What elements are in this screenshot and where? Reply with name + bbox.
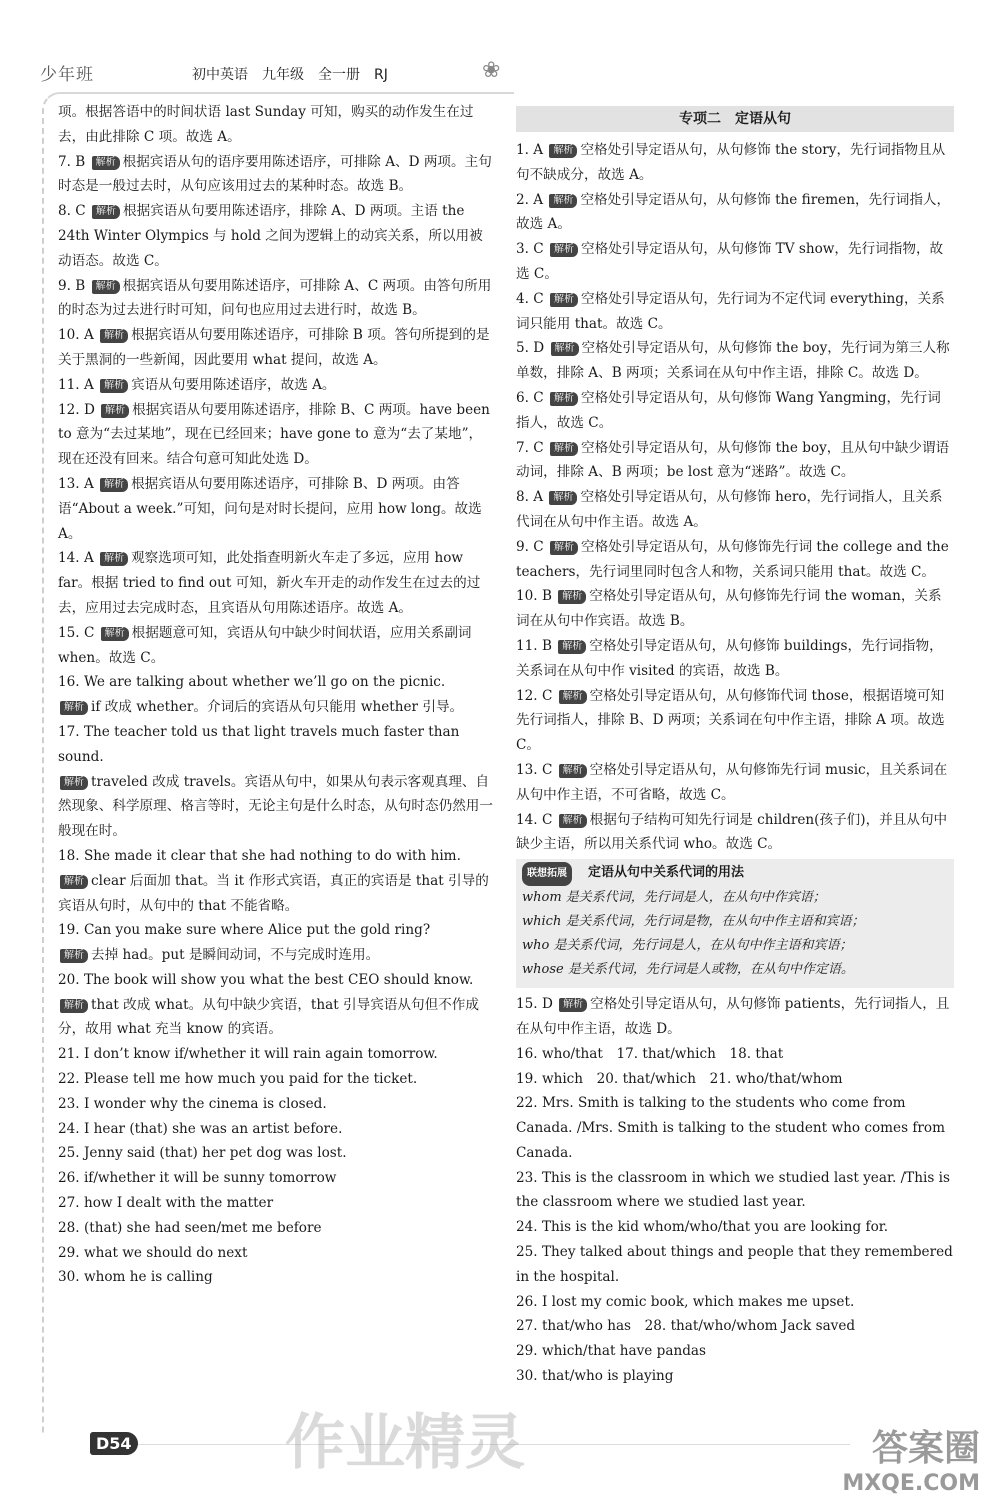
right-answers-part-a [516, 138, 954, 857]
header-title: 初中英语 九年级 全一册 RJ [192, 67, 388, 83]
answer-text: 16. who/that 17. that/which 18. that [516, 1045, 784, 1062]
answer-number: 21. [58, 1046, 84, 1063]
analysis-tag: 解析 [559, 814, 587, 828]
answer-text: 空格处引导定语从句，从句修饰先行词 music，且关系词在从句中作主语，不可省略，故选 C。 [516, 761, 948, 803]
answer-item [516, 237, 954, 287]
answer-number: 26. [516, 1293, 542, 1310]
analysis-tag: 解析 [100, 379, 128, 393]
answer-item [58, 373, 495, 398]
answer-text: I don’t know if/whether it will rain again tomorrow. [83, 1046, 438, 1063]
answer-item [58, 1092, 495, 1117]
answer-text: I wonder why the cinema is closed. [83, 1095, 327, 1112]
watermark-center: 作业精灵 [285, 1408, 525, 1478]
answer-number: 16. [58, 674, 84, 691]
extension-badge: 联想拓展 [522, 862, 572, 886]
analysis-tag: 解析 [92, 280, 120, 294]
answer-item [58, 1241, 495, 1266]
answer-item [516, 1364, 954, 1389]
answer-text: We are talking about whether we’ll go on the picnic. [83, 674, 446, 691]
analysis-tag: 解析 [559, 690, 587, 704]
answer-text: 空格处引导定语从句，先行词为不定代词 everything，关系词只能用 that。故选 C。 [516, 290, 945, 332]
answer-item [58, 943, 495, 968]
answer-item [516, 684, 954, 758]
answer-item [516, 1339, 954, 1364]
answer-number: 9. C [516, 538, 549, 555]
analysis-tag: 解析 [60, 701, 88, 715]
answer-number: 27. [58, 1195, 84, 1212]
answer-text: I hear (that) she was an artist before. [83, 1120, 343, 1137]
answer-item [516, 485, 954, 535]
answer-number: 10. A [58, 327, 99, 344]
answer-text: Please tell me how much you paid for the ticket. [83, 1071, 418, 1088]
answer-item [58, 720, 495, 770]
answer-item [516, 386, 954, 436]
answer-item [58, 1166, 495, 1191]
answer-item [58, 1117, 495, 1142]
answer-number: 13. A [58, 475, 99, 492]
answer-number: 15. D [516, 996, 558, 1013]
answer-item [58, 546, 495, 620]
analysis-tag: 解析 [60, 875, 88, 889]
answer-text: 根据宾语从句的语序要用陈述语序，可排除 A、D 两项。主句时态是一般过去时，从句应该用过去的某种时态。故选 B。 [58, 153, 492, 195]
left-answer-column [58, 100, 495, 1290]
analysis-tag: 解析 [100, 478, 128, 492]
answer-item [58, 918, 495, 943]
analysis-tag: 解析 [558, 640, 586, 654]
analysis-tag: 解析 [551, 342, 579, 356]
analysis-tag: 解析 [60, 949, 88, 963]
answer-text: 19. which 20. that/which 21. who/that/whom [516, 1070, 843, 1087]
answer-number: 20. [58, 971, 84, 988]
answer-text: 根据宾语从句要用陈述语序，可排除 B、D 两项。由答语“About a week.”可知，问句是对时长提问，应用 how long。故选 A。 [58, 475, 482, 542]
answer-number: 10. B [516, 588, 557, 605]
answer-number: 28. [58, 1219, 84, 1236]
analysis-tag: 解析 [558, 590, 586, 604]
answer-item [58, 968, 495, 993]
answer-item [58, 398, 495, 472]
answer-text: 空格处引导定语从句，从句修饰 the story，先行词指物且从句不缺成分，故选 A。 [516, 142, 946, 183]
answer-number: 19. [58, 922, 84, 939]
answer-text: which/that have pandas [541, 1343, 706, 1360]
answer-item [516, 758, 954, 808]
analysis-tag: 解析 [550, 293, 578, 307]
answer-number: 7. B [58, 153, 90, 170]
answer-number: 14. C [516, 811, 557, 828]
analysis-tag: 解析 [60, 776, 88, 790]
answer-text: how I dealt with the matter [83, 1195, 274, 1212]
analysis-tag: 解析 [550, 541, 578, 555]
right-answers-part-b [516, 992, 954, 1389]
answer-text: 观察选项可知，此处指查明新火车走了多远，应用 how far。根据 tried to find out 可知，新火车开走的动作发生在过去的过去，应用过去完成时态，且宾语从句用陈述语序。故选 A。 [58, 550, 481, 616]
extension-line: whom 是关系代词，先行词是人，在从句中作宾语； [522, 890, 826, 906]
answer-number: 29. [516, 1343, 542, 1360]
answer-item [516, 584, 954, 634]
extension-line: which 是关系代词，先行词是物，在从句中作主语和宾语； [522, 914, 865, 930]
answer-number: 26. [58, 1170, 84, 1187]
answer-item [58, 1265, 495, 1290]
answer-text: The book will show you what the best CEO should know. [83, 971, 474, 988]
answer-item [516, 436, 954, 486]
answer-number: 2. A [516, 191, 548, 208]
answer-text: 空格处引导定语从句，从句修饰 hero，先行词指人，且关系代词在从句中作主语。故选 A。 [516, 489, 943, 530]
answer-text: Mrs. Smith is talking to the students who come from Canada. /Mrs. Smith is talking to the student who comes from Canada. [516, 1095, 945, 1161]
extension-heading [522, 861, 948, 886]
section-title: 专项二 定语从句 [516, 106, 954, 132]
answer-text: whom he is calling [83, 1269, 213, 1286]
answer-item [58, 844, 495, 869]
answer-item [58, 199, 495, 273]
answer-number: 25. [58, 1145, 84, 1162]
answer-number: 18. [58, 847, 84, 864]
answer-item [58, 100, 495, 150]
answer-item [58, 869, 495, 919]
answer-text: 空格处引导定语从句，从句修饰先行词 the college and the teachers，先行词里同时包含人和物，关系词只能用 that。故选 C。 [516, 538, 949, 580]
answer-item [516, 1067, 954, 1092]
answer-item [58, 1216, 495, 1241]
answer-item [516, 535, 954, 585]
answer-item [58, 1141, 495, 1166]
answer-number: 11. A [58, 376, 99, 393]
analysis-tag: 解析 [101, 627, 129, 641]
answer-text: 根据宾语从句要用陈述语序，排除 A、D 两项。主语 the 24th Winter Olympics 与 hold 之间为逻辑上的动宾关系，所以用被动语态。故选 C。 [58, 203, 483, 269]
analysis-tag: 解析 [92, 156, 120, 170]
answer-number: 23. [516, 1169, 542, 1186]
answer-number: 29. [58, 1244, 84, 1261]
answer-number: 30. [516, 1368, 542, 1385]
analysis-tag: 解析 [559, 998, 587, 1012]
analysis-tag: 解析 [101, 404, 129, 418]
answer-item [516, 1166, 954, 1216]
analysis-tag: 解析 [550, 442, 578, 456]
answer-text: 去掉 had。put 是瞬间动词，不与完成时连用。 [91, 947, 380, 964]
answer-text: that/who is playing [541, 1368, 674, 1385]
answer-number: 23. [58, 1095, 84, 1112]
answer-number: 17. [58, 723, 84, 740]
answer-number: 22. [58, 1071, 84, 1088]
answer-text: 根据题意可知，宾语从句中缺少时间状语，应用关系副词 when。故选 C。 [58, 624, 472, 666]
answer-text: Jenny said (that) her pet dog was lost. [83, 1145, 347, 1162]
answer-text: 根据宾语从句要用陈述语序，排除 B、C 两项。have been to 意为“去过某地”，现在已经回来；have gone to 意为“去了某地”，现在还没有回来。结合句意可知此处选 D。 [58, 401, 490, 468]
answer-item [58, 1042, 495, 1067]
answer-number: 13. C [516, 761, 557, 778]
answer-text: She made it clear that she had nothing to do with him. [83, 847, 461, 864]
extension-title: 定语从句中关系代词的用法 [588, 865, 745, 881]
answer-item [516, 808, 954, 858]
answer-item [516, 287, 954, 337]
answer-item [516, 634, 954, 684]
watermark-site: MXQE.COM [842, 1471, 980, 1496]
answer-text: The teacher told us that light travels much faster than sound. [58, 723, 460, 765]
answer-text: 空格处引导定语从句，从句修饰 the boy，且从句中缺少谓语动词，排除 A、B 两项；be lost 意为“迷路”。故选 C。 [516, 439, 950, 481]
answer-item [516, 188, 954, 238]
answer-number: 24. [516, 1219, 542, 1236]
answer-item [516, 336, 954, 386]
extension-line: whose 是关系代词，先行词是人或物，在从句中作定语。 [522, 962, 854, 978]
answer-text: 空格处引导定语从句，从句修饰先行词 the woman，关系词在从句中作宾语。故选 B。 [516, 588, 942, 630]
answer-text: Can you make sure where Alice put the gold ring? [83, 922, 431, 939]
answer-text: traveled 改成 travels。宾语从句中，如果从句表示客观真理、自然现象、科学原理、格言等时，无论主句是什么时态，从句时态仍然用一般现在时。 [58, 773, 493, 840]
answer-item [58, 770, 495, 844]
answer-text: clear 后面加 that。当 it 作形式宾语，真正的宾语是 that 引导的宾语从句时，从句中的 that 不能省略。 [58, 872, 489, 914]
answer-number: 24. [58, 1120, 84, 1137]
answer-text: 项。根据答语中的时间状语 last Sunday 可知，购买的动作发生在过去，由此排除 C 项。故选 A。 [58, 104, 474, 145]
answer-item [58, 323, 495, 373]
answer-number: 15. C [58, 624, 99, 641]
answer-text: 空格处引导定语从句，从句修饰 Wang Yangming，先行词指人，故选 C。 [516, 389, 941, 431]
answer-number: 7. C [516, 439, 549, 456]
answer-text: 根据宾语从句要用陈述语序，可排除 A、C 两项。由答句所用的时态为过去进行时可知，问句也应用过去进行时，故选 B。 [58, 277, 492, 319]
answer-item [516, 992, 954, 1042]
answer-text: 空格处引导定语从句，从句修饰 patients，先行词指人，且在从句中作主语，故选 D。 [516, 996, 950, 1037]
answer-text: This is the kid whom/who/that you are looking for. [541, 1219, 889, 1236]
answer-number: 4. C [516, 290, 549, 307]
series-logo: 少年班 [40, 65, 94, 85]
answer-text: 27. that/who has 28. that/who/whom Jack saved [516, 1318, 856, 1335]
analysis-tag: 解析 [550, 243, 578, 257]
answer-item [516, 1042, 954, 1067]
answer-number: 12. D [58, 401, 100, 418]
answer-text: I lost my comic book, which makes me upset. [541, 1293, 855, 1310]
analysis-tag: 解析 [100, 552, 128, 566]
answer-text: 根据宾语从句要用陈述语序，可排除 B 项。答句所提到的是关于黑洞的一些新闻，因此要用 what 提问，故选 A。 [58, 327, 490, 368]
answer-text: what we should do next [83, 1244, 248, 1261]
answer-number: 9. B [58, 277, 90, 294]
answer-number: 8. C [58, 203, 91, 220]
answer-item [58, 1067, 495, 1092]
cartoon-decoration-icon: ❀ [482, 58, 501, 83]
answer-text: that 改成 what。从句中缺少宾语，that 引导宾语从句但不作成分，故用 what 充当 know 的宾语。 [58, 996, 479, 1038]
answer-number: 1. A [516, 142, 548, 158]
analysis-tag: 解析 [559, 764, 587, 778]
answer-text: 空格处引导定语从句，从句修饰 the firemen，先行词指人，故选 A。 [516, 191, 951, 233]
answer-item [58, 695, 495, 720]
page-number: D54 [90, 1432, 138, 1455]
answer-text: 空格处引导定语从句，从句修饰 TV show，先行词指物，故选 C。 [516, 241, 944, 282]
extension-body [522, 886, 948, 982]
answer-text: 空格处引导定语从句，从句修饰代词 those，根据语境可知先行词指人，排除 B、D 两项；关系词在句中作主语，排除 A 项。故选 C。 [516, 687, 945, 754]
answer-item [516, 1290, 954, 1315]
answer-text: This is the classroom in which we studied last year. /This is the classroom where we studied last year. [516, 1169, 950, 1211]
analysis-tag: 解析 [550, 392, 578, 406]
answer-number: 14. A [58, 550, 99, 567]
analysis-tag: 解析 [549, 194, 577, 208]
answer-number: 12. C [516, 687, 557, 704]
answer-text: if/whether it will be sunny tomorrow [83, 1170, 337, 1187]
answer-number: 8. A [516, 489, 548, 506]
answer-number: 22. [516, 1095, 542, 1112]
answer-text: 宾语从句要用陈述语序，故选 A。 [131, 376, 336, 393]
answer-item [58, 670, 495, 695]
analysis-tag: 解析 [92, 205, 120, 219]
answer-item [58, 150, 495, 200]
answer-text: 空格处引导定语从句，从句修饰 buildings，先行词指物，关系词在从句中作 visited 的宾语，故选 B。 [516, 637, 943, 679]
analysis-tag: 解析 [100, 329, 128, 343]
analysis-tag: 解析 [549, 144, 577, 158]
answer-item [58, 1191, 495, 1216]
answer-number: 5. D [516, 340, 549, 357]
answer-item [58, 621, 495, 671]
answer-item [516, 1215, 954, 1240]
answer-item [516, 1314, 954, 1339]
analysis-tag: 解析 [549, 491, 577, 505]
answer-number: 30. [58, 1269, 84, 1286]
answer-number: 11. B [516, 637, 557, 654]
answer-text: 空格处引导定语从句，从句修饰 the boy，先行词为第三人称单数，排除 A、B 两项；关系词在从句中作主语，排除 C。故选 D。 [516, 340, 950, 382]
answer-item [58, 472, 495, 546]
watermark-brand-name: 答案圈 [871, 1428, 980, 1469]
answer-item [58, 993, 495, 1043]
answer-text: They talked about things and people that they remembered in the hospital. [516, 1244, 953, 1285]
answer-number: 3. C [516, 241, 549, 258]
answer-number: 6. C [516, 389, 549, 406]
answer-item [58, 274, 495, 324]
answer-item [516, 1091, 954, 1165]
analysis-tag: 解析 [60, 999, 88, 1013]
answer-item [516, 138, 954, 188]
right-answer-column [516, 100, 954, 1389]
answer-item [516, 1240, 954, 1290]
answer-text: if 改成 whether。介词后的宾语从句只能用 whether 引导。 [91, 699, 464, 716]
extension-line: who 是关系代词，先行词是人，在从句中作主语和宾语； [522, 938, 853, 954]
answer-number: 25. [516, 1244, 542, 1261]
answer-text: (that) she had seen/met me before [83, 1219, 322, 1236]
answer-text: 根据句子结构可知先行词是 children(孩子们)，并且从句中缺少主语，所以用关系代词 who。故选 C。 [516, 811, 948, 853]
extension-box [516, 859, 954, 988]
watermark-brand [842, 1420, 980, 1496]
